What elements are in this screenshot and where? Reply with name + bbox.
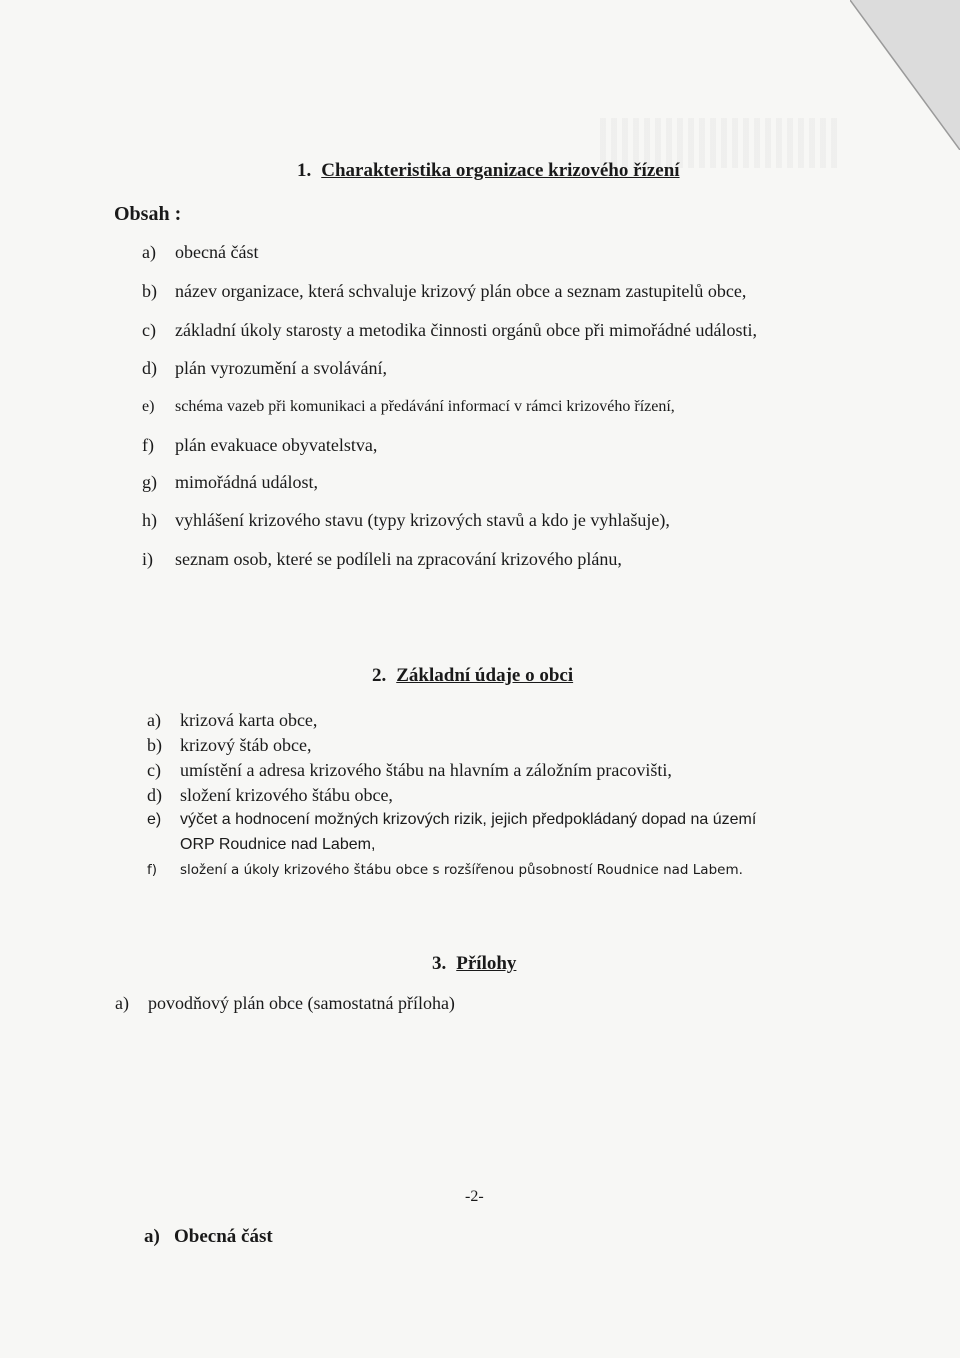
item-label: e): [142, 398, 155, 415]
item-label: b): [147, 735, 162, 755]
item-text: schéma vazeb při komunikaci a předávání informací v rámci krizového řízení,: [175, 398, 675, 415]
item-text: krizový štáb obce,: [180, 735, 312, 755]
item-text: umístění a adresa krizového štábu na hlavním a záložním pracovišti,: [180, 760, 672, 780]
item-label: b): [142, 281, 157, 301]
item-label: a): [115, 993, 129, 1013]
item-text: krizová karta obce,: [180, 710, 318, 730]
item-label: f): [142, 435, 154, 455]
item-label: a): [142, 242, 156, 262]
item-label: h): [142, 510, 157, 530]
section-1-number: 1.: [297, 160, 312, 181]
list-item: [147, 862, 743, 878]
item-text: vyhlášení krizového stavu (typy krizových stavů a kdo je vyhlašuje),: [175, 510, 670, 530]
obsah-label: Obsah :: [114, 203, 182, 225]
list-item: [142, 320, 757, 341]
item-text: složení krizového štábu obce,: [180, 785, 393, 805]
list-item: [142, 549, 622, 570]
list-item: [147, 710, 317, 731]
item-label: i): [142, 549, 153, 569]
item-label: f): [147, 862, 158, 878]
folded-corner-shadow: [850, 0, 960, 150]
item-text: seznam osob, které se podíleli na zpracování krizového plánu,: [175, 549, 622, 569]
item-label: a): [147, 710, 161, 730]
bottom-heading: [144, 1226, 273, 1248]
item-text: povodňový plán obce (samostatná příloha): [148, 993, 455, 1013]
section-1-heading: [297, 160, 680, 182]
list-item: [142, 435, 377, 456]
item-text: složení a úkoly krizového štábu obce s rozšířenou působností Roudnice nad Labem.: [180, 862, 743, 878]
list-item-continuation: [180, 836, 375, 854]
item-text: výčet a hodnocení možných krizových rizik, jejich předpokládaný dopad na území: [180, 811, 757, 828]
section-1-title: Charakteristika organizace krizového řízení: [321, 160, 680, 181]
item-label: d): [147, 785, 162, 805]
section-3-number: 3.: [432, 953, 447, 974]
item-text: název organizace, která schvaluje krizový plán obce a seznam zastupitelů obce,: [175, 281, 747, 301]
list-item: [147, 811, 756, 829]
list-item: [142, 398, 675, 416]
bottom-heading-text: Obecná část: [174, 1226, 273, 1247]
list-item: [147, 785, 393, 806]
item-label: c): [147, 760, 161, 780]
item-label: e): [147, 811, 162, 828]
item-text: základní úkoly starosty a metodika činnosti orgánů obce při mimořádné události,: [175, 320, 758, 340]
list-item: [142, 358, 387, 379]
item-text: plán evakuace obyvatelstva,: [175, 435, 378, 455]
item-label: c): [142, 320, 156, 340]
bottom-heading-label: a): [144, 1226, 160, 1247]
list-item: [142, 242, 258, 263]
list-item: [147, 735, 311, 756]
list-item: [147, 760, 672, 781]
list-item: [115, 993, 455, 1014]
list-item: [142, 281, 746, 302]
list-item: [142, 472, 318, 493]
item-text: obecná část: [175, 242, 259, 262]
page-number: -2-: [465, 1188, 484, 1205]
list-item: [142, 510, 670, 531]
section-2-number: 2.: [372, 665, 387, 686]
item-label: g): [142, 472, 157, 492]
item-text: mimořádná událost,: [175, 472, 318, 492]
item-label: d): [142, 358, 157, 378]
section-3-title: Přílohy: [456, 953, 517, 974]
section-3-heading: [432, 953, 516, 975]
item-text: ORP Roudnice nad Labem,: [180, 836, 376, 853]
section-2-title: Základní údaje o obci: [396, 665, 574, 686]
item-text: plán vyrozumění a svolávání,: [175, 358, 387, 378]
section-2-heading: [372, 665, 573, 687]
